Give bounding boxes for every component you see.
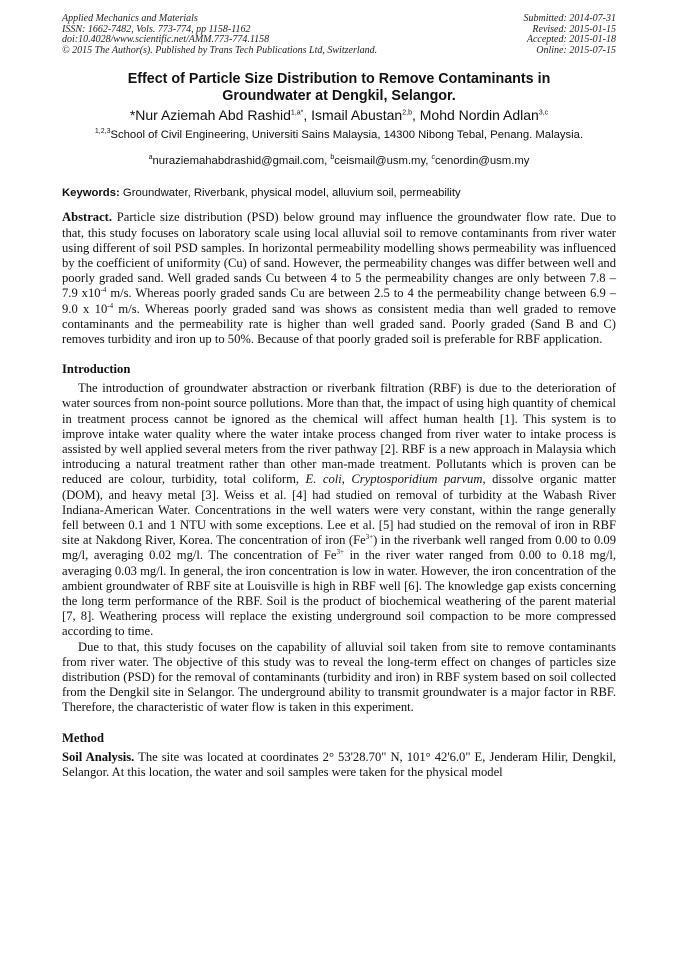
title-line-1: Effect of Particle Size Distribution to Remove Contaminants in bbox=[127, 71, 551, 88]
introduction-paragraph-2: Due to that, this study focuses on the capability of alluvial soil taken from site to remove contaminants from river water. The objective of this study was to reveal the long-term effect on changes of particles size distribution (PSD) for the removal of contaminants (turbidity and iron) in RBF system based on soil collected from the Dengkil site in Selangor. The underground ability to transmit groundwater is a major factor in RBF. Therefore, the characteristic of water flow is taken in this experiment. bbox=[62, 639, 616, 715]
email-b: ceismail@usm.my, bbox=[334, 155, 432, 168]
email-a-sup: a bbox=[148, 154, 153, 162]
method-heading: Method bbox=[62, 730, 104, 745]
intro-p1-a: The introduction of groundwater abstraction or riverbank filtration (RBF) is due to the deterioration of water sources from non-point source pollutions. More than that, the impact of using high quantity of chemical in treatment process cannot be ignored as the chemical will affect human health [1]. This system is to improve intake water quality where the water intake process changed from river water to intake process is assisted by well applied several meters from the river pathway [2]. RBF is a new approach in Malaysia which introducing a natural treatment rather than other man-made treatment. Pollutants which is proven can be reduced are colour, turbidity, total coliform, bbox=[62, 381, 616, 487]
abstract bbox=[62, 210, 616, 347]
journal-header bbox=[62, 14, 616, 56]
affiliation-sup: 1,2,3 bbox=[94, 128, 111, 136]
author-2-sup: 2,b bbox=[402, 109, 412, 117]
email-c-sup: c bbox=[431, 154, 436, 162]
keywords bbox=[62, 186, 616, 200]
intro-sup-1: 3+ bbox=[365, 533, 374, 542]
affiliation bbox=[62, 128, 616, 142]
author-sep-2: , bbox=[411, 107, 420, 124]
journal-copyright: © 2015 The Author(s). Published by Trans Tech Publications Ltd, Switzerland. bbox=[62, 44, 378, 56]
author-3-sup: 3,c bbox=[538, 109, 549, 117]
date-online: Online: 2015-07-15 bbox=[536, 44, 616, 56]
soil-analysis-label: Soil Analysis. bbox=[62, 749, 135, 764]
abstract-text-3: m/s. Whereas poorly graded sand was shows as consistent media than well graded to remove contaminants and the permeability rate is higher than well graded sand. Poorly graded (Sand B and C) removes turbidity and iron up to 50%. Because of that poorly graded soil is preferable for RBF application. bbox=[62, 301, 616, 346]
intro-ecoli: E. coli bbox=[305, 472, 342, 487]
intro-p1-b: , bbox=[341, 472, 352, 487]
soil-analysis-text: The site was located at coordinates 2° 53'28.70" N, 101° 42'6.0" E, Jenderam Hilir, Dengkil, Selangor. At this location, the water and soil samples were taken for the physical model bbox=[62, 749, 616, 779]
author-1-sup: 1,a* bbox=[290, 109, 304, 117]
author-emails bbox=[62, 154, 616, 168]
date-accepted: Accepted: 2015-01-18 bbox=[526, 34, 616, 46]
submission-dates bbox=[524, 14, 617, 56]
email-b-sup: b bbox=[330, 154, 335, 162]
intro-sup-2: 3+ bbox=[336, 548, 344, 557]
author-sep-1: , bbox=[303, 107, 312, 124]
title-line-2: Groundwater at Dengkil, Selangor. bbox=[222, 88, 456, 105]
journal-issn: ISSN: 1662-7482, Vols. 773-774, pp 1158-1162 bbox=[62, 23, 251, 35]
author-1: *Nur Aziemah Abd Rashid bbox=[129, 107, 291, 124]
email-c: cenordin@usm.my bbox=[435, 155, 530, 168]
author-2: Ismail Abustan bbox=[311, 107, 403, 124]
abstract-text-2: m/s. Whereas poorly graded sands Cu are between 2.5 to 4 the permeability change between 6.9 – 9.0 x 10 bbox=[62, 286, 616, 316]
intro-crypto: Cryptosporidium parvum bbox=[351, 472, 483, 487]
abstract-sup-2: -4 bbox=[107, 301, 114, 310]
soil-analysis-paragraph bbox=[62, 750, 616, 780]
date-revised: Revised: 2015-01-15 bbox=[532, 23, 616, 35]
journal-info bbox=[62, 14, 377, 56]
abstract-label: Abstract. bbox=[62, 210, 113, 225]
journal-doi: doi:10.4028/www.scientific.net/AMM.773-774.1158 bbox=[62, 34, 270, 46]
author-list bbox=[62, 107, 616, 124]
affiliation-text: School of Civil Engineering, Universiti Sains Malaysia, 14300 Nibong Tebal, Penang. Malaysia. bbox=[110, 129, 584, 142]
date-submitted: Submitted: 2014-07-31 bbox=[523, 13, 616, 24]
keywords-text: Groundwater, Riverbank, physical model, alluvium soil, permeability bbox=[119, 187, 461, 200]
journal-name: Applied Mechanics and Materials bbox=[62, 13, 198, 24]
author-3: Mohd Nordin Adlan bbox=[419, 107, 539, 124]
email-a: nuraziemahabdrashid@gmail.com, bbox=[152, 155, 331, 168]
intro-p1-e: in the river water ranged from 0.00 to 0.18 mg/l, averaging 0.03 mg/l. In general, the iron concentration is low in water. However, the iron concentration of the ambient groundwater of RBF site at Louisville is high in RBF well [6]. The knowledge gap exists concerning the long term performance of the RBF. Soil is the product of biochemical weathering of the parent material [7, 8]. Weathering process will replace the existing underground soil compaction to be more compressed according to time. bbox=[62, 548, 616, 639]
intro-p1-d: ) in the riverbank well ranged from 0.00 to 0.09 mg/l, averaging 0.02 mg/l. The concentration of Fe bbox=[62, 533, 616, 563]
intro-p1-c: , dissolve organic matter (DOM), and heavy metal [3]. Weiss et al. [4] had studied on removal of turbidity at the Wabash River Indiana-American Water. Concentrations in the well waters were very constant, within the range generally fell between 0.1 and 1 NTU with some exceptions. Lee et al. [5] had studied on the removal of iron in RBF site at Nakdong River, Korea. The concentration of iron (Fe bbox=[62, 472, 617, 548]
abstract-sup-1: -4 bbox=[100, 286, 107, 295]
introduction-heading: Introduction bbox=[62, 362, 131, 377]
introduction-paragraph-1 bbox=[62, 381, 616, 639]
paper-title bbox=[62, 71, 616, 105]
keywords-label: Keywords: bbox=[62, 187, 120, 200]
abstract-text-1: Particle size distribution (PSD) below ground may influence the groundwater flow rate. Due to that, this study focuses on laboratory scale using local alluvial soil to remove contaminants from river water using different of soil PSD samples. In horizontal permeability modelling shows permeability was influenced by the coefficient of uniformity (Cu) of sand. However, the permeability changes was differ between well and poorly graded sand. Well graded sands Cu between 4 to 5 the permeability changes are only between 7.8 – 7.9 x10 bbox=[62, 210, 616, 301]
